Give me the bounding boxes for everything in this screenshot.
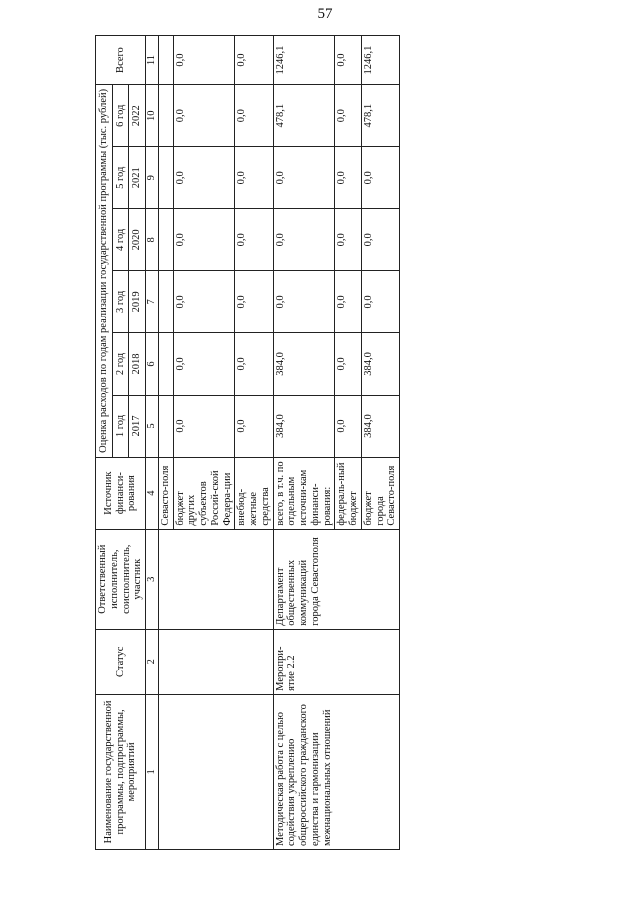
measure-name: Методическая работа с целью содействия укреплению общероссийского гражданского единства и гармонизации межнациональных отношений <box>273 694 400 849</box>
value-cell <box>158 85 173 147</box>
measure-responsible: Департамент общественных коммуникаций города Севастополя <box>273 529 400 629</box>
header-total: Всего <box>96 36 146 85</box>
value-cell: 0,0 <box>173 271 235 333</box>
expenditure-table <box>95 35 400 850</box>
year-value: 2022 <box>129 85 146 147</box>
value-cell: 384,0 <box>273 333 335 395</box>
source-cell: бюджет других субъектов Россий-ской Федера-ции <box>173 457 235 529</box>
value-cell: 0,0 <box>235 333 273 395</box>
column-index: 8 <box>146 209 159 271</box>
column-index-row <box>146 36 159 850</box>
source-cell: федераль-ный бюджет <box>335 457 362 529</box>
header-source: Источник финанси-рования <box>96 457 146 529</box>
value-cell <box>158 209 173 271</box>
value-cell: 0,0 <box>335 85 362 147</box>
responsible-cell-empty <box>158 529 273 629</box>
value-cell: 0,0 <box>273 271 335 333</box>
measure-status: Меропри-ятие 2.2 <box>273 629 400 694</box>
value-cell: 0,0 <box>235 271 273 333</box>
value-cell: 384,0 <box>273 395 335 457</box>
value-cell <box>158 395 173 457</box>
value-cell <box>158 333 173 395</box>
source-cell: бюджет города Севасто-поля <box>361 457 399 529</box>
year-value: 2018 <box>129 333 146 395</box>
value-cell: 384,0 <box>361 395 399 457</box>
header-row-1 <box>96 36 113 850</box>
value-cell: 0,0 <box>335 395 362 457</box>
value-cell: 0,0 <box>173 85 235 147</box>
source-cell: Севасто-поля <box>158 457 173 529</box>
year-label: 5 год <box>112 147 129 209</box>
source-cell: всего, в т.ч. по отдельным источни-кам финанси-рования: <box>273 457 335 529</box>
value-cell: 478,1 <box>361 85 399 147</box>
value-cell: 0,0 <box>235 209 273 271</box>
year-label: 2 год <box>112 333 129 395</box>
source-cell: внебюд-жетные средства <box>235 457 273 529</box>
value-cell: 384,0 <box>361 333 399 395</box>
column-index: 7 <box>146 271 159 333</box>
page-number: 57 <box>317 6 333 22</box>
value-cell: 0,0 <box>173 395 235 457</box>
year-value: 2020 <box>129 209 146 271</box>
rotated-table-container <box>95 35 398 850</box>
column-index: 1 <box>146 694 159 849</box>
value-cell: 0,0 <box>335 147 362 209</box>
value-cell: 0,0 <box>173 209 235 271</box>
column-index: 5 <box>146 395 159 457</box>
value-cell: 0,0 <box>173 147 235 209</box>
column-index: 6 <box>146 333 159 395</box>
value-cell: 478,1 <box>273 85 335 147</box>
table-row <box>158 36 173 850</box>
column-index: 9 <box>146 147 159 209</box>
total-cell: 0,0 <box>173 36 235 85</box>
table-row <box>273 36 335 850</box>
total-cell: 1246,1 <box>361 36 399 85</box>
value-cell: 0,0 <box>361 271 399 333</box>
value-cell <box>158 147 173 209</box>
year-label: 1 год <box>112 395 129 457</box>
value-cell: 0,0 <box>361 147 399 209</box>
year-label: 3 год <box>112 271 129 333</box>
status-cell-empty <box>158 629 273 694</box>
value-cell: 0,0 <box>273 147 335 209</box>
header-name: Наименование государственной программы, подпрограммы, мероприятий <box>96 694 146 849</box>
value-cell: 0,0 <box>335 271 362 333</box>
value-cell: 0,0 <box>273 209 335 271</box>
value-cell: 0,0 <box>335 333 362 395</box>
value-cell: 0,0 <box>235 395 273 457</box>
value-cell <box>158 271 173 333</box>
total-cell: 0,0 <box>335 36 362 85</box>
year-value: 2021 <box>129 147 146 209</box>
year-value: 2019 <box>129 271 146 333</box>
value-cell: 0,0 <box>335 209 362 271</box>
name-cell-empty <box>158 694 273 849</box>
value-cell: 0,0 <box>235 147 273 209</box>
header-status: Статус <box>96 629 146 694</box>
total-cell <box>158 36 173 85</box>
column-index: 11 <box>146 36 159 85</box>
year-label: 6 год <box>112 85 129 147</box>
total-cell: 1246,1 <box>273 36 335 85</box>
column-index: 4 <box>146 457 159 529</box>
year-value: 2017 <box>129 395 146 457</box>
year-label: 4 год <box>112 209 129 271</box>
header-estimate: Оценка расходов по годам реализации государственной программы (тыс. рублей) <box>96 85 113 457</box>
total-cell: 0,0 <box>235 36 273 85</box>
value-cell: 0,0 <box>361 209 399 271</box>
value-cell: 0,0 <box>235 85 273 147</box>
column-index: 3 <box>146 529 159 629</box>
column-index: 2 <box>146 629 159 694</box>
value-cell: 0,0 <box>173 333 235 395</box>
column-index: 10 <box>146 85 159 147</box>
header-responsible: Ответственный исполнитель, соисполнитель, участник <box>96 529 146 629</box>
